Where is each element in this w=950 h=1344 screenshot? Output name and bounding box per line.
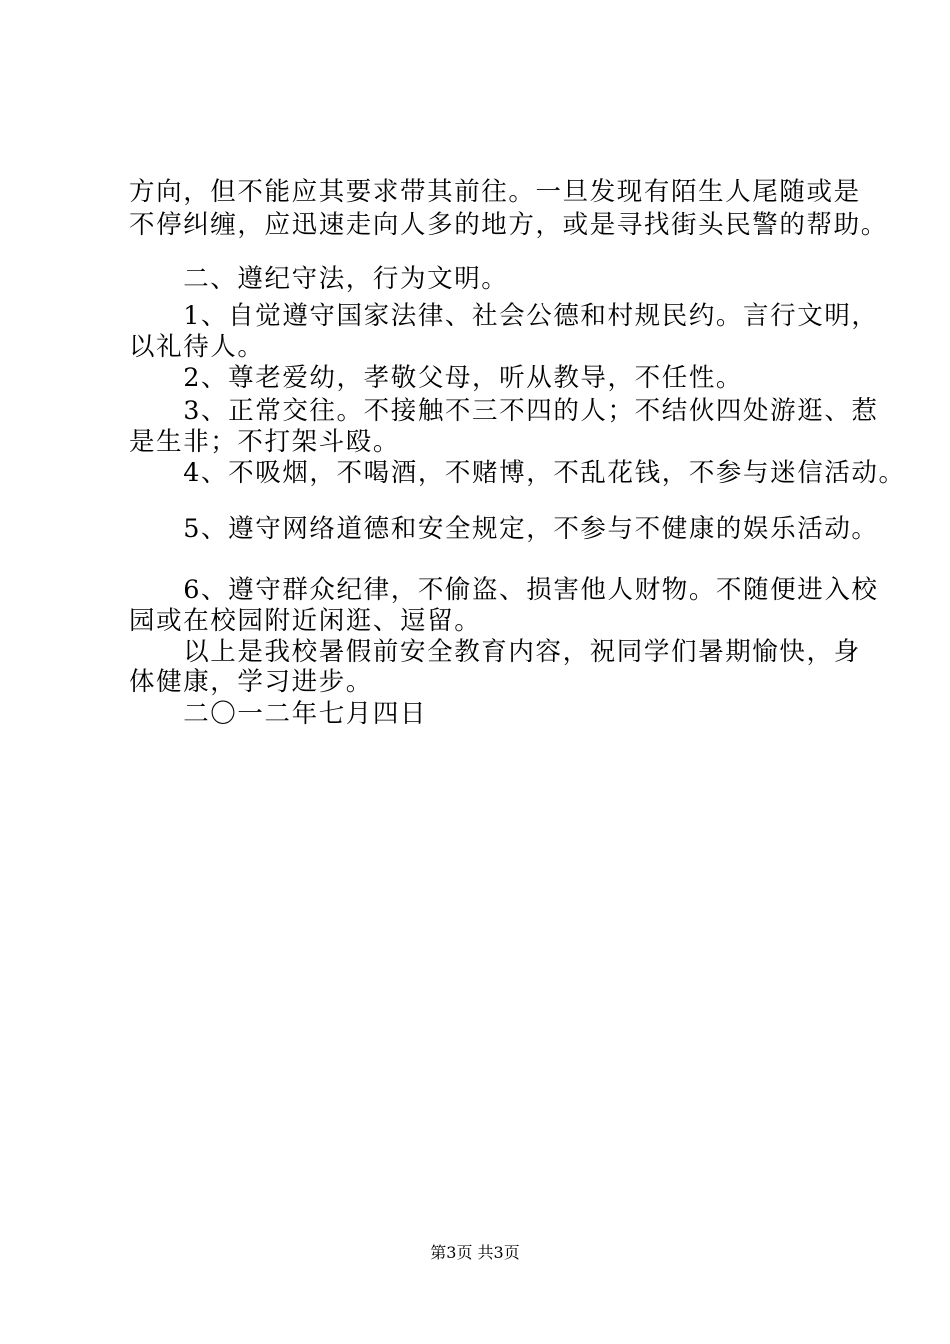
paragraph-line: 不停纠缠，应迅速走向人多的地方，或是寻找街头民警的帮助。 bbox=[129, 210, 888, 240]
paragraph-line: 是生非；不打架斗殴。 bbox=[129, 427, 401, 457]
paragraph-line: 1、自觉遵守国家法律、社会公德和村规民约。言行文明， bbox=[129, 301, 879, 331]
paragraph-line: 3、正常交往。不接触不三不四的人；不结伙四处游逛、惹 bbox=[129, 396, 879, 426]
paragraph-line: 以礼待人。 bbox=[129, 332, 265, 362]
paragraph-line: 5、遵守网络道德和安全规定，不参与不健康的娱乐活动。 bbox=[129, 514, 879, 544]
paragraph-line: 6、遵守群众纪律，不偷盗、损害他人财物。不随便进入校 bbox=[129, 575, 879, 605]
section-heading: 二、遵纪守法，行为文明。 bbox=[129, 264, 509, 294]
paragraph-line: 方向，但不能应其要求带其前往。一旦发现有陌生人尾随或是 bbox=[129, 177, 861, 207]
paragraph-line: 4、不吸烟，不喝酒，不赌博，不乱花钱，不参与迷信活动。 bbox=[129, 458, 906, 488]
page-number-footer: 第3页 共3页 bbox=[430, 1243, 520, 1262]
paragraph-line: 以上是我校暑假前安全教育内容，祝同学们暑期愉快，身 bbox=[129, 637, 861, 667]
paragraph-line: 2、尊老爱幼，孝敬父母，听从教导，不任性。 bbox=[129, 363, 744, 393]
paragraph-line: 体健康，学习进步。 bbox=[129, 667, 373, 697]
paragraph-line: 园或在校园附近闲逛、逗留。 bbox=[129, 606, 482, 636]
signature-date: 二〇一二年七月四日 bbox=[129, 699, 428, 729]
